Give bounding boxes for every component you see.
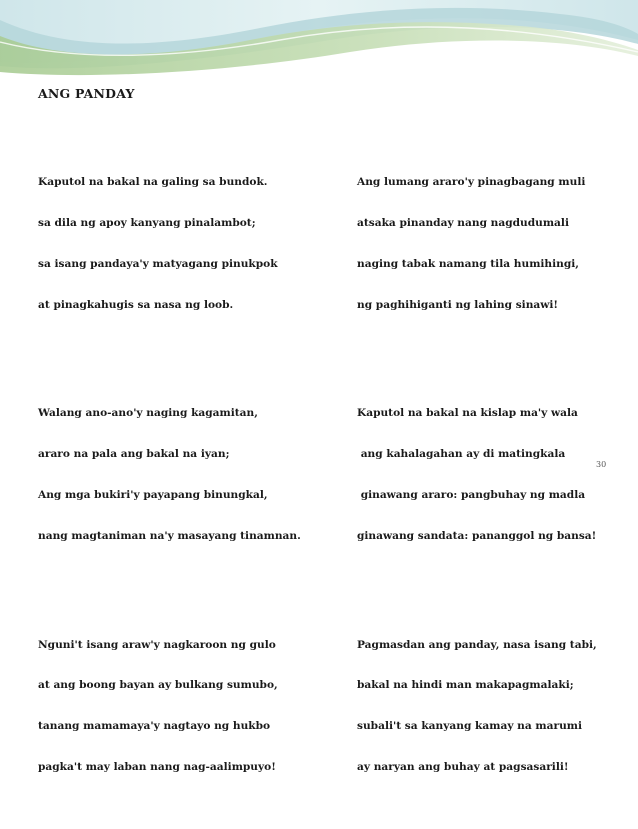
poem-left-column xyxy=(38,122,301,829)
poem-line: tanang mamamaya'y nagtayo ng hukbo xyxy=(38,720,271,733)
poem-line: pagka't may laban nang nag-aalimpuyo! xyxy=(38,760,276,773)
slide-title: ANG PANDAY xyxy=(38,86,135,101)
poem-line: sa isang pandaya'y matyagang pinukpok xyxy=(38,257,278,270)
poem-line: Ang mga bukiri'y payapang binungkal, xyxy=(38,489,268,502)
poem-line: Ang lumang araro'y pinagbagang muli xyxy=(357,176,586,189)
stanza-4 xyxy=(357,149,597,339)
poem-line: ay naryan ang buhay at pagsasarili! xyxy=(357,760,569,773)
poem-line: araro na pala ang bakal na iyan; xyxy=(38,448,230,461)
stanza-6 xyxy=(357,611,597,801)
poem-line: at ang boong bayan ay bulkang sumubo, xyxy=(38,679,278,692)
poem-line: sa dila ng apoy kanyang pinalambot; xyxy=(38,217,256,230)
stanza-2 xyxy=(38,380,301,570)
decorative-banner xyxy=(0,0,638,80)
poem-line: bakal na hindi man makapagmalaki; xyxy=(357,679,574,692)
poem-line: Pagmasdan ang panday, nasa isang tabi, xyxy=(357,638,597,651)
poem-line: ang kahalagahan ay di matingkala xyxy=(357,448,566,461)
stanza-5 xyxy=(357,380,597,570)
poem-right-column xyxy=(357,122,597,829)
poem-line: ginawang araro: pangbuhay ng madla xyxy=(357,489,586,502)
poem-line: nang magtaniman na'y masayang tinamnan. xyxy=(38,529,301,542)
poem-line: naging tabak namang tila humihingi, xyxy=(357,257,579,270)
page-number: 30 xyxy=(596,460,607,469)
poem-line: ginawang sandata: pananggol ng bansa! xyxy=(357,529,597,542)
poem-line: Kaputol na bakal na kislap ma'y wala xyxy=(357,407,578,420)
stanza-1 xyxy=(38,149,301,339)
poem-line: Kaputol na bakal na galing sa bundok. xyxy=(38,176,268,189)
poem-line: Nguni't isang araw'y nagkaroon ng gulo xyxy=(38,638,276,651)
poem-line: ng paghihiganti ng lahing sinawi! xyxy=(357,298,559,311)
poem-line: Walang ano-ano'y naging kagamitan, xyxy=(38,407,258,420)
stanza-3 xyxy=(38,611,301,801)
poem-line: at pinagkahugis sa nasa ng loob. xyxy=(38,298,234,311)
poem-line: subali't sa kanyang kamay na marumi xyxy=(357,720,583,733)
poem-line: atsaka pinanday nang nagdudumali xyxy=(357,217,569,230)
